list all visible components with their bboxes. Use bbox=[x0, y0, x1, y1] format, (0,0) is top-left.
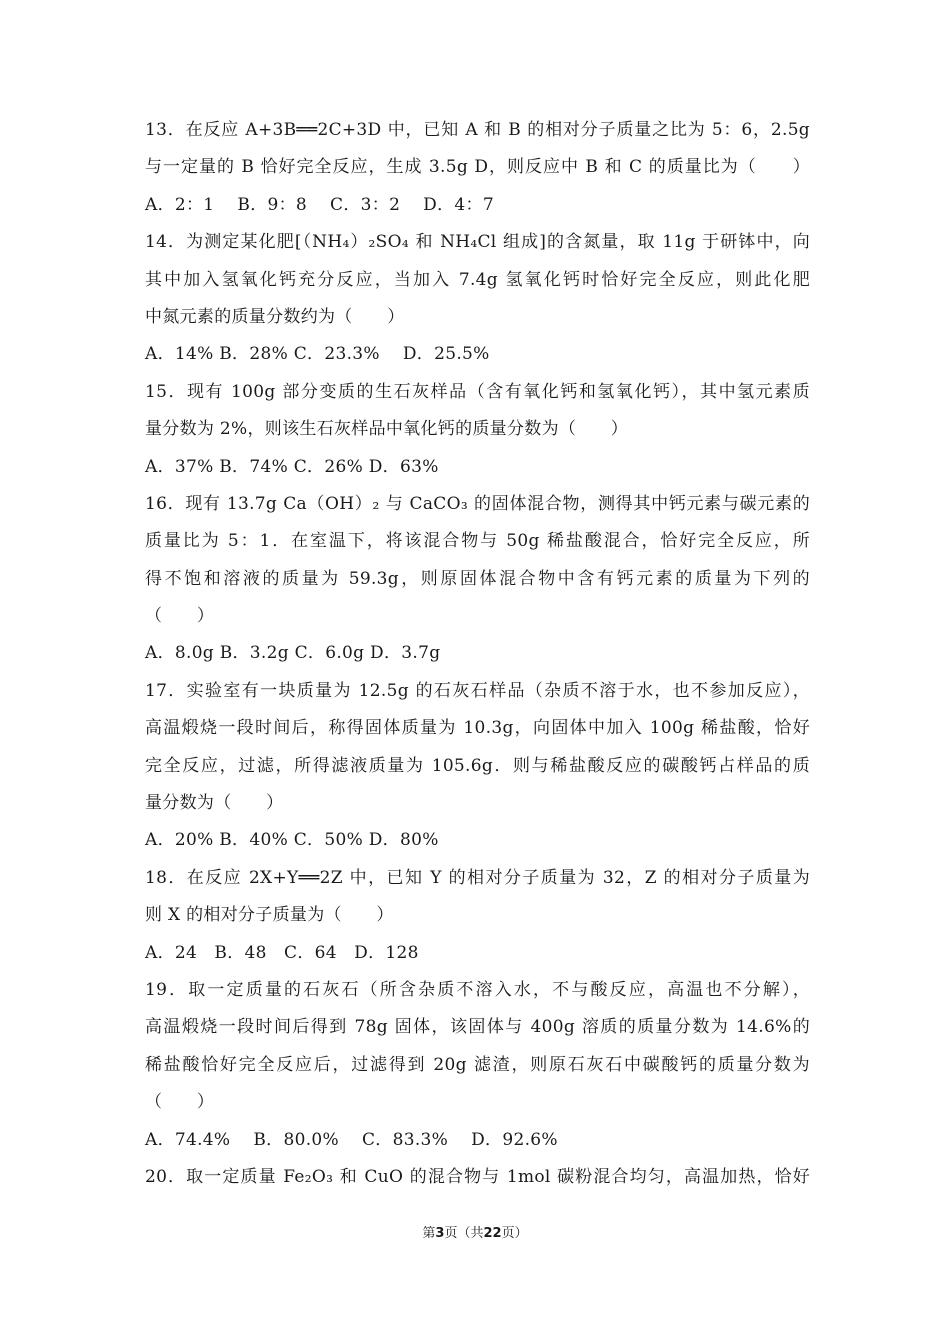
answer-options: A．37% B．74% C．26% D．63% bbox=[145, 456, 439, 477]
text-line: 稀盐酸恰好完全反应后，过滤得到 20g 滤渣，则原石灰石中碳酸钙的质量分数为 bbox=[145, 1054, 810, 1075]
text-line: 高温煅烧一段时间后得到 78g 固体，该固体与 400g 溶质的质量分数为 14.6%的 bbox=[145, 1017, 810, 1038]
text-line: 完全反应，过滤，所得滤液质量为 105.6g．则与稀盐酸反应的碳酸钙占样品的质 bbox=[145, 755, 810, 776]
text-line: 高温煅烧一段时间后，称得固体质量为 10.3g，向固体中加入 100g 稀盐酸，恰好 bbox=[145, 718, 810, 739]
text-line: （ ） bbox=[145, 606, 215, 627]
text-line: 其中加入氢氧化钙充分反应，当加入 7.4g 氢氧化钙时恰好完全反应，则此化肥 bbox=[145, 269, 810, 290]
answer-options: A．14% B．28% C．23.3% D．25.5% bbox=[145, 344, 490, 365]
text-line: 13．在反应 A+3B══2C+3D 中，已知 A 和 B 的相对分子质量之比为 5：6，2.5g bbox=[145, 120, 810, 140]
text-line: 14．为测定某化肥[（NH₄）₂SO₄ 和 NH₄Cl 组成]的含氮量，取 11g 于研钵中，向 bbox=[145, 232, 810, 253]
footer-suffix: 页） bbox=[501, 1226, 528, 1241]
text-line: 得不饱和溶液的质量为 59.3g，则原固体混合物中含有钙元素的质量为下列的 bbox=[145, 568, 810, 589]
footer-prefix: 第 bbox=[422, 1226, 436, 1241]
page-footer bbox=[0, 1222, 950, 1241]
footer-total-pages: 22 bbox=[483, 1226, 502, 1241]
answer-options: A．20% B．40% C．50% D．80% bbox=[145, 830, 439, 851]
answer-options: A．8.0g B．3.2g C．6.0g D．3.7g bbox=[145, 643, 441, 664]
document-body bbox=[145, 112, 810, 1196]
text-line: 18．在反应 2X+Y══2Z 中，已知 Y 的相对分子质量为 32，Z 的相对分子质量为 bbox=[145, 867, 810, 888]
answer-options: A．2：1 B．9：8 C．3：2 D．4：7 bbox=[145, 194, 494, 215]
text-line: 17．实验室有一块质量为 12.5g 的石灰石样品（杂质不溶于水，也不参加反应）， bbox=[145, 680, 810, 701]
text-line: 量分数为（ ） bbox=[145, 793, 284, 814]
text-line: （ ） bbox=[145, 1092, 215, 1113]
text-line: 量分数为 2%，则该生石灰样品中氧化钙的质量分数为（ ） bbox=[145, 419, 629, 440]
text-line: 质量比为 5：1．在室温下，将该混合物与 50g 稀盐酸混合，恰好完全反应，所 bbox=[145, 531, 810, 552]
text-line: 与一定量的 B 恰好完全反应，生成 3.5g D，则反应中 B 和 C 的质量比为（ ） bbox=[145, 157, 810, 178]
text-line: 中氮元素的质量分数约为（ ） bbox=[145, 306, 405, 327]
answer-options: A．24 B．48 C．64 D．128 bbox=[145, 942, 419, 963]
text-line: 19．取一定质量的石灰石（所含杂质不溶入水，不与酸反应，高温也不分解）， bbox=[145, 979, 810, 1000]
text-line: 16．现有 13.7g Ca（OH）₂ 与 CaCO₃ 的固体混合物，测得其中钙元素与碳元素的 bbox=[145, 493, 810, 514]
text-line: 20．取一定质量 Fe₂O₃ 和 CuO 的混合物与 1mol 碳粉混合均匀，高温加热，恰好 bbox=[145, 1166, 810, 1187]
footer-page-number: 3 bbox=[435, 1226, 445, 1241]
footer-mid: 页（共 bbox=[444, 1226, 484, 1241]
text-line: 则 X 的相对分子质量为（ ） bbox=[145, 905, 394, 926]
answer-options: A．74.4% B．80.0% C．83.3% D．92.6% bbox=[145, 1129, 558, 1150]
text-line: 15．现有 100g 部分变质的生石灰样品（含有氧化钙和氢氧化钙），其中氢元素质 bbox=[145, 381, 810, 402]
